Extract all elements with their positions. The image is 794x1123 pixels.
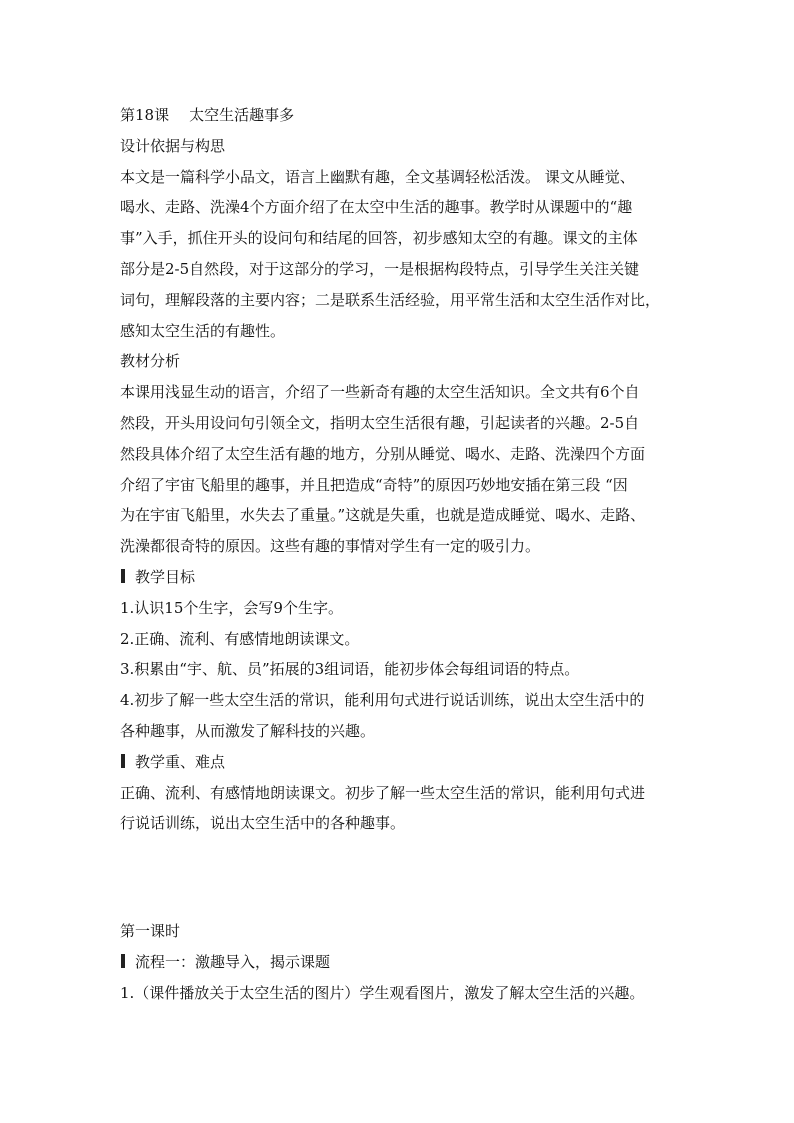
paragraph-line: 部分是2-5自然段，对于这部分的学习，一是根据构段特点，引导学生关注关键 xyxy=(120,259,640,278)
lesson-title-line xyxy=(120,100,680,131)
section-spacer xyxy=(120,839,680,916)
process-step: 1.（课件播放关于太空生活的图片）学生观看图片，激发了解太空生活的兴趣。 xyxy=(120,983,645,1002)
paragraph-line: 感知太空生活的有趣性。 xyxy=(120,321,286,340)
section-marker xyxy=(121,569,125,583)
goal-item-continued: 各种趣事，从而激发了解科技的兴趣。 xyxy=(120,721,376,740)
section-marker xyxy=(121,754,125,768)
material-analysis-heading: 教材分析 xyxy=(120,352,181,371)
process-heading-line xyxy=(120,947,680,978)
paragraph-line: 介绍了宇宙飞船里的趣事，并且把造成“奇特”的原因巧妙地安插在第三段 “因 xyxy=(120,475,628,494)
paragraph-line: 喝水、走路、洗澡4个方面介绍了在太空中生活的趣事。教学时从课题中的“趣 xyxy=(120,198,633,217)
paragraph-line: 为在宇宙飞船里，水失去了重量。”这就是失重，也就是造成睡觉、喝水、走路、 xyxy=(120,506,646,525)
goal-item: 1.认识15个生字，会写9个生字。 xyxy=(120,598,343,617)
paragraph-line: 本文是一篇科学小品文，语言上幽默有趣，全文基调轻松活泼。 课文从睡觉、 xyxy=(120,167,635,186)
paragraph-line: 行说话训练，说出太空生活中的各种趣事。 xyxy=(120,814,406,833)
first-period-heading: 第一课时 xyxy=(120,922,181,941)
paragraph-line: 词句，理解段落的主要内容；二是联系生活经验，用平常生活和太空生活作对比， xyxy=(120,290,661,309)
goal-item: 2.正确、流利、有感情地朗读课文。 xyxy=(120,629,360,648)
goal-item: 3.积累由“宇、航、员”拓展的3组词语，能初步体会每组词语的特点。 xyxy=(120,660,580,679)
paragraph-line: 然段，开头用设问句引领全文，指明太空生活很有趣，引起读者的兴趣。2-5自 xyxy=(120,413,640,432)
lesson-title: 太空生活趣事多 xyxy=(189,106,295,124)
paragraph-line: 正确、流利、有感情地朗读课文。初步了解一些太空生活的常识，能利用句式进 xyxy=(120,783,646,802)
document-page xyxy=(120,100,680,1009)
teaching-goals-heading: 教学目标 xyxy=(135,567,196,586)
lesson-number: 第18课 xyxy=(120,106,170,124)
paragraph-line: 洗澡都很奇特的原因。这些有趣的事情对学生有一定的吸引力。 xyxy=(120,537,541,556)
process-heading: 流程一：激趣导入，揭示课题 xyxy=(135,952,331,971)
section-marker xyxy=(121,954,125,968)
paragraph-line: 然段具体介绍了太空生活有趣的地方，分别从睡觉、喝水、走路、洗澡四个方面 xyxy=(120,444,646,463)
design-basis-heading: 设计依据与构思 xyxy=(120,136,226,155)
paragraph-line: 本课用浅显生动的语言，介绍了一些新奇有趣的太空生活知识。全文共有6个自 xyxy=(120,383,640,402)
teaching-goals-heading-line xyxy=(120,562,680,593)
goal-item: 4.初步了解一些太空生活的常识，能利用句式进行说话训练，说出太空生活中的 xyxy=(120,691,645,710)
paragraph-line: 事”入手，抓住开头的设问句和结尾的回答，初步感知太空的有趣。课文的主体 xyxy=(120,229,638,248)
key-points-heading-line xyxy=(120,747,680,778)
key-points-heading: 教学重、难点 xyxy=(135,752,226,771)
